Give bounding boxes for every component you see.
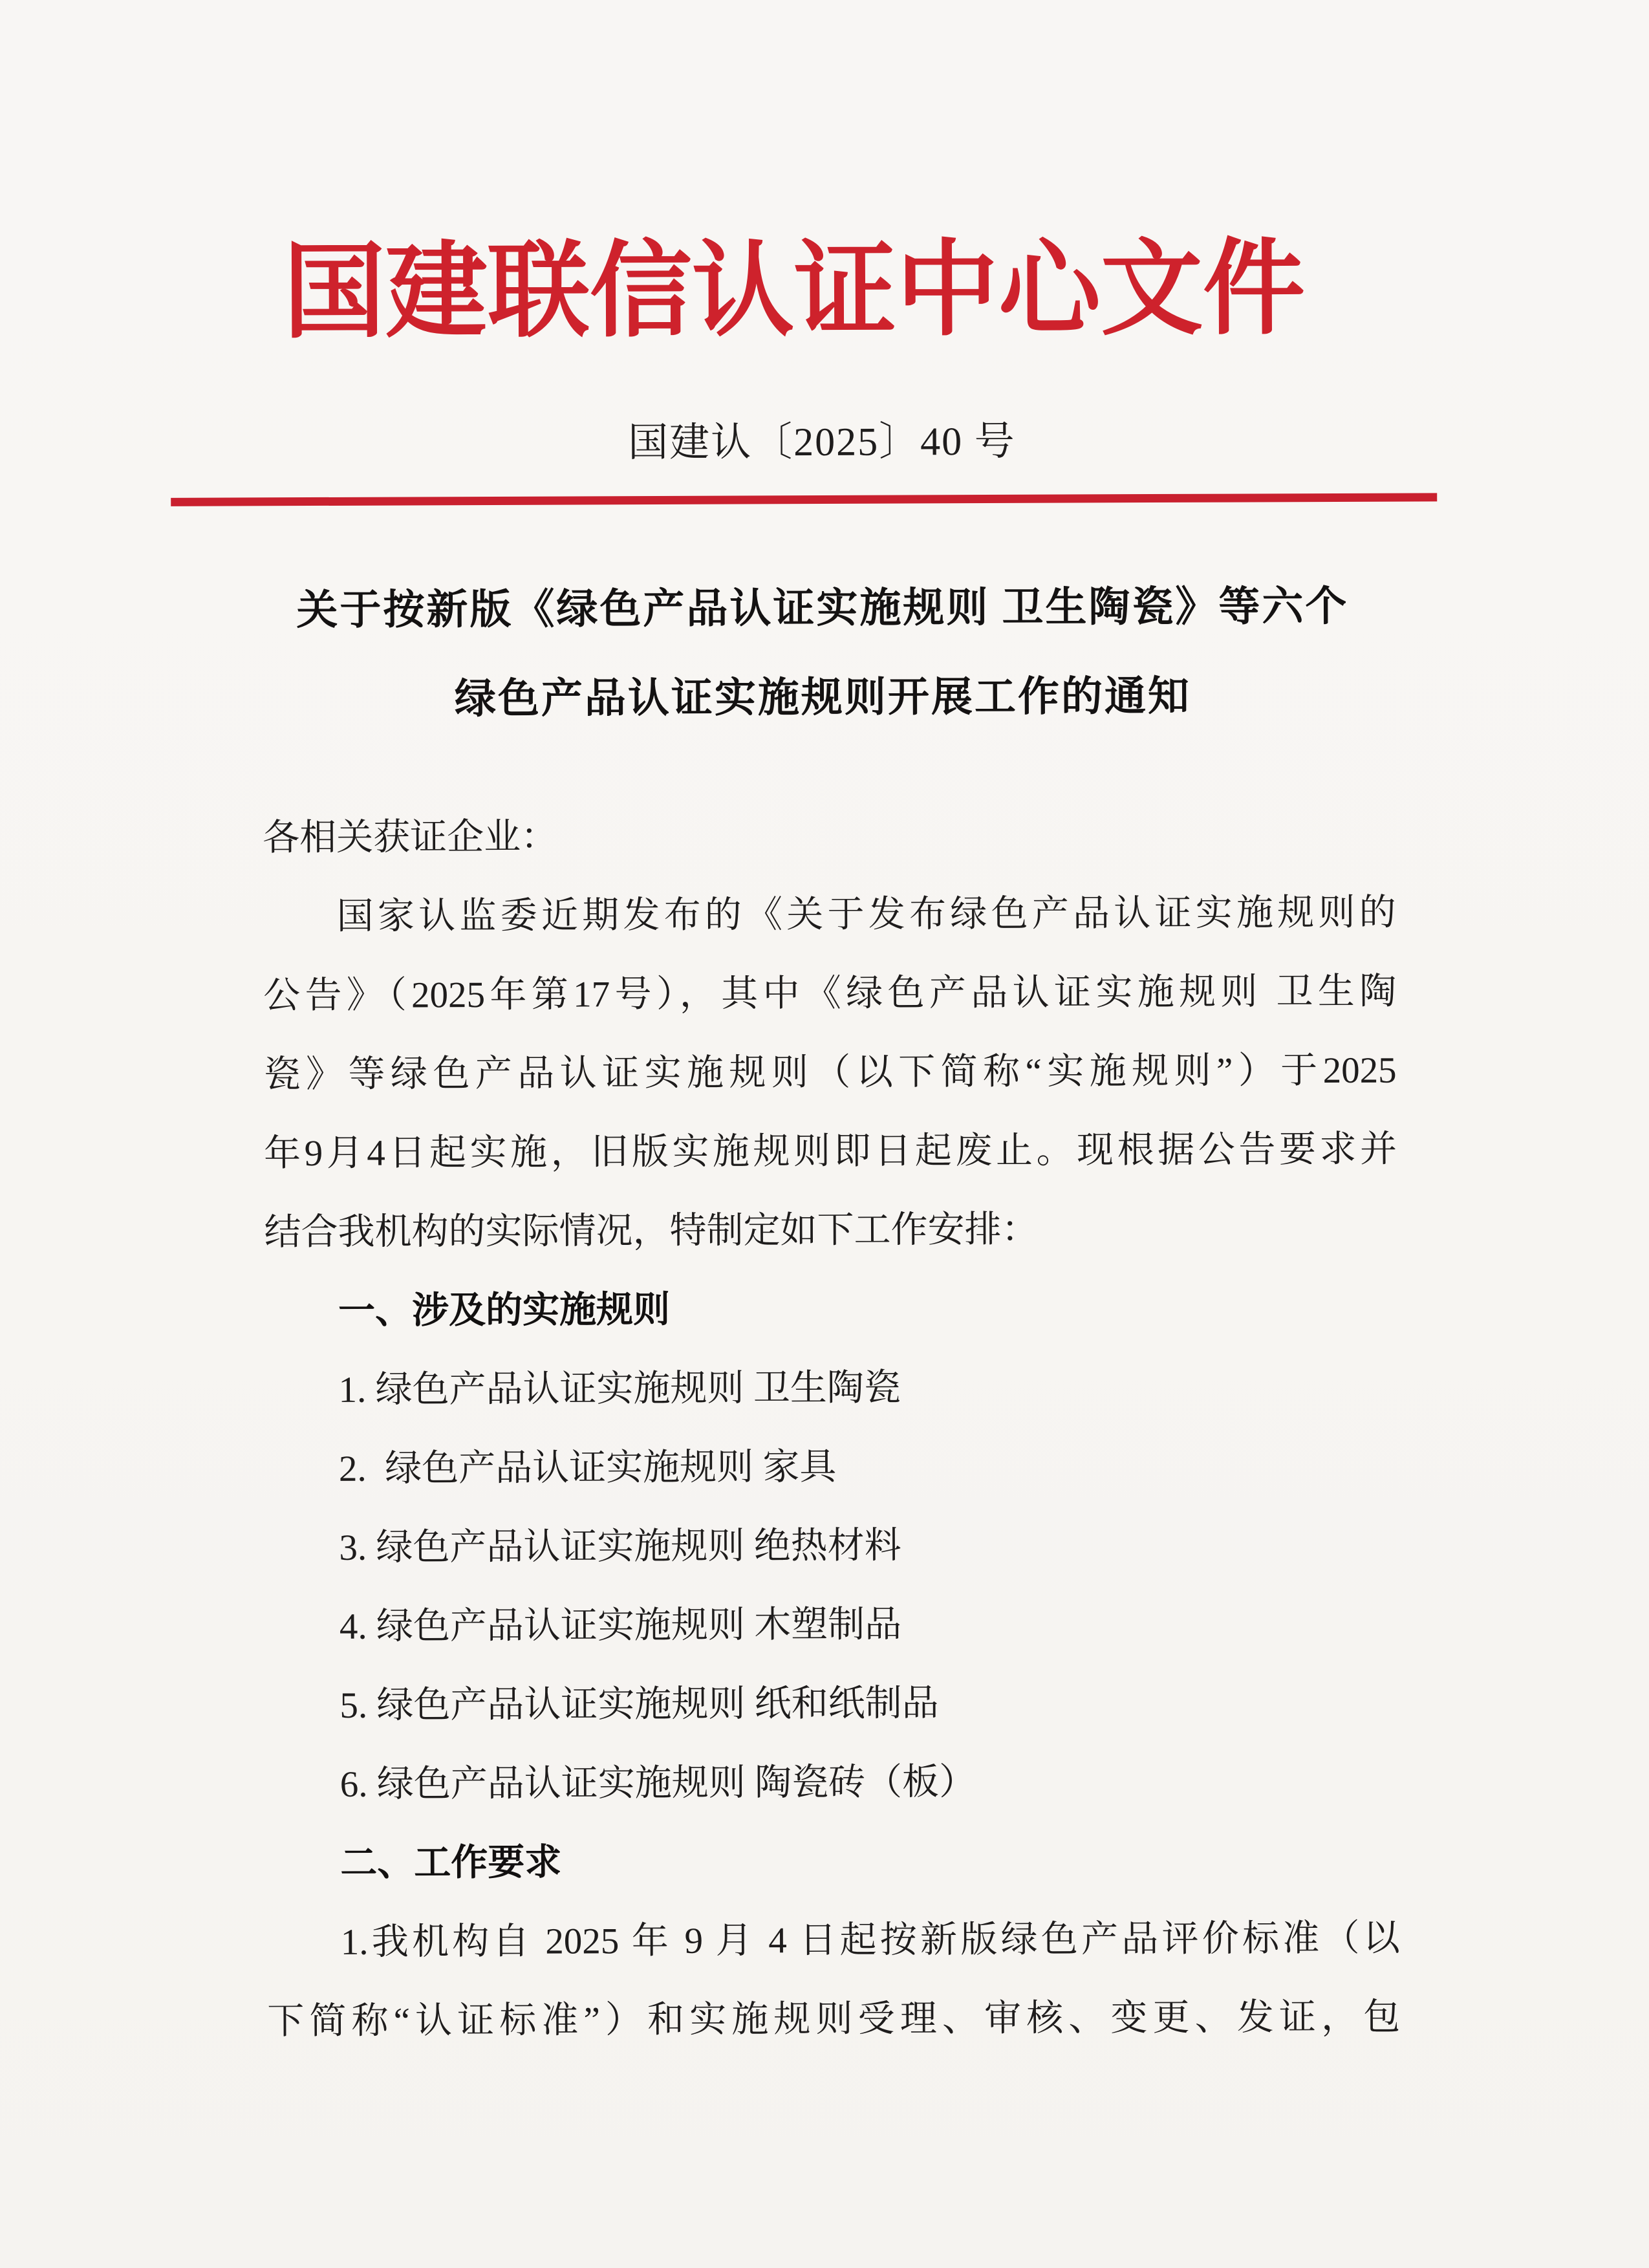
body-line-7: 一、涉及的实施规则 bbox=[338, 1289, 671, 1332]
body-line-10: 3. 绿色产品认证实施规则 绝热材料 bbox=[339, 1525, 901, 1568]
body-line-15: 1.我机构自 2025 年 9 月 4 日起按新版绿色产品评价标准（以 bbox=[340, 1917, 1400, 1963]
body-line-8: 1. 绿色产品认证实施规则 卫生陶瓷 bbox=[338, 1367, 901, 1410]
body-line-2: 国家认监委近期发布的《关于发布绿色产品认证实施规则的 bbox=[336, 892, 1396, 937]
body-line-4: 瓷》等绿色产品认证实施规则（以下简称“实施规则”）于2025 bbox=[263, 1050, 1397, 1096]
body-line-14: 二、工作要求 bbox=[340, 1842, 562, 1884]
body-line-5: 年9月4日起实施，旧版实施规则即日起废止。现根据公告要求并 bbox=[263, 1129, 1397, 1174]
red-divider-line bbox=[171, 493, 1437, 506]
document-title bbox=[257, 562, 1389, 745]
body-line-3: 公告》（2025年第17号），其中《绿色产品认证实施规则 卫生陶 bbox=[263, 971, 1397, 1017]
document-body bbox=[263, 795, 1400, 2062]
body-line-16: 下简称“认证标准”）和实施规则受理、审核、变更、发证，包 bbox=[267, 1996, 1401, 2042]
body-line-6: 结合我机构的实际情况，特制定如下工作安排： bbox=[264, 1209, 1039, 1253]
doc-number: 国建认〔2025〕40 号 bbox=[627, 419, 1016, 466]
document-title-line2: 绿色产品认证实施规则开展工作的通知 bbox=[454, 673, 1192, 722]
letterhead-org-title: 国建联信认证中心文件 bbox=[283, 232, 1306, 351]
body-line-1: 各相关获证企业： bbox=[263, 816, 558, 859]
document-title-line1: 关于按新版《绿色产品认证实施规则 卫生陶瓷》等六个 bbox=[296, 583, 1349, 634]
body-line-11: 4. 绿色产品认证实施规则 木塑制品 bbox=[339, 1604, 902, 1647]
body-line-9: 2. 绿色产品认证实施规则 家具 bbox=[338, 1446, 837, 1489]
body-line-13: 6. 绿色产品认证实施规则 陶瓷砖（板） bbox=[339, 1762, 976, 1805]
body-line-12: 5. 绿色产品认证实施规则 纸和纸制品 bbox=[339, 1683, 939, 1726]
